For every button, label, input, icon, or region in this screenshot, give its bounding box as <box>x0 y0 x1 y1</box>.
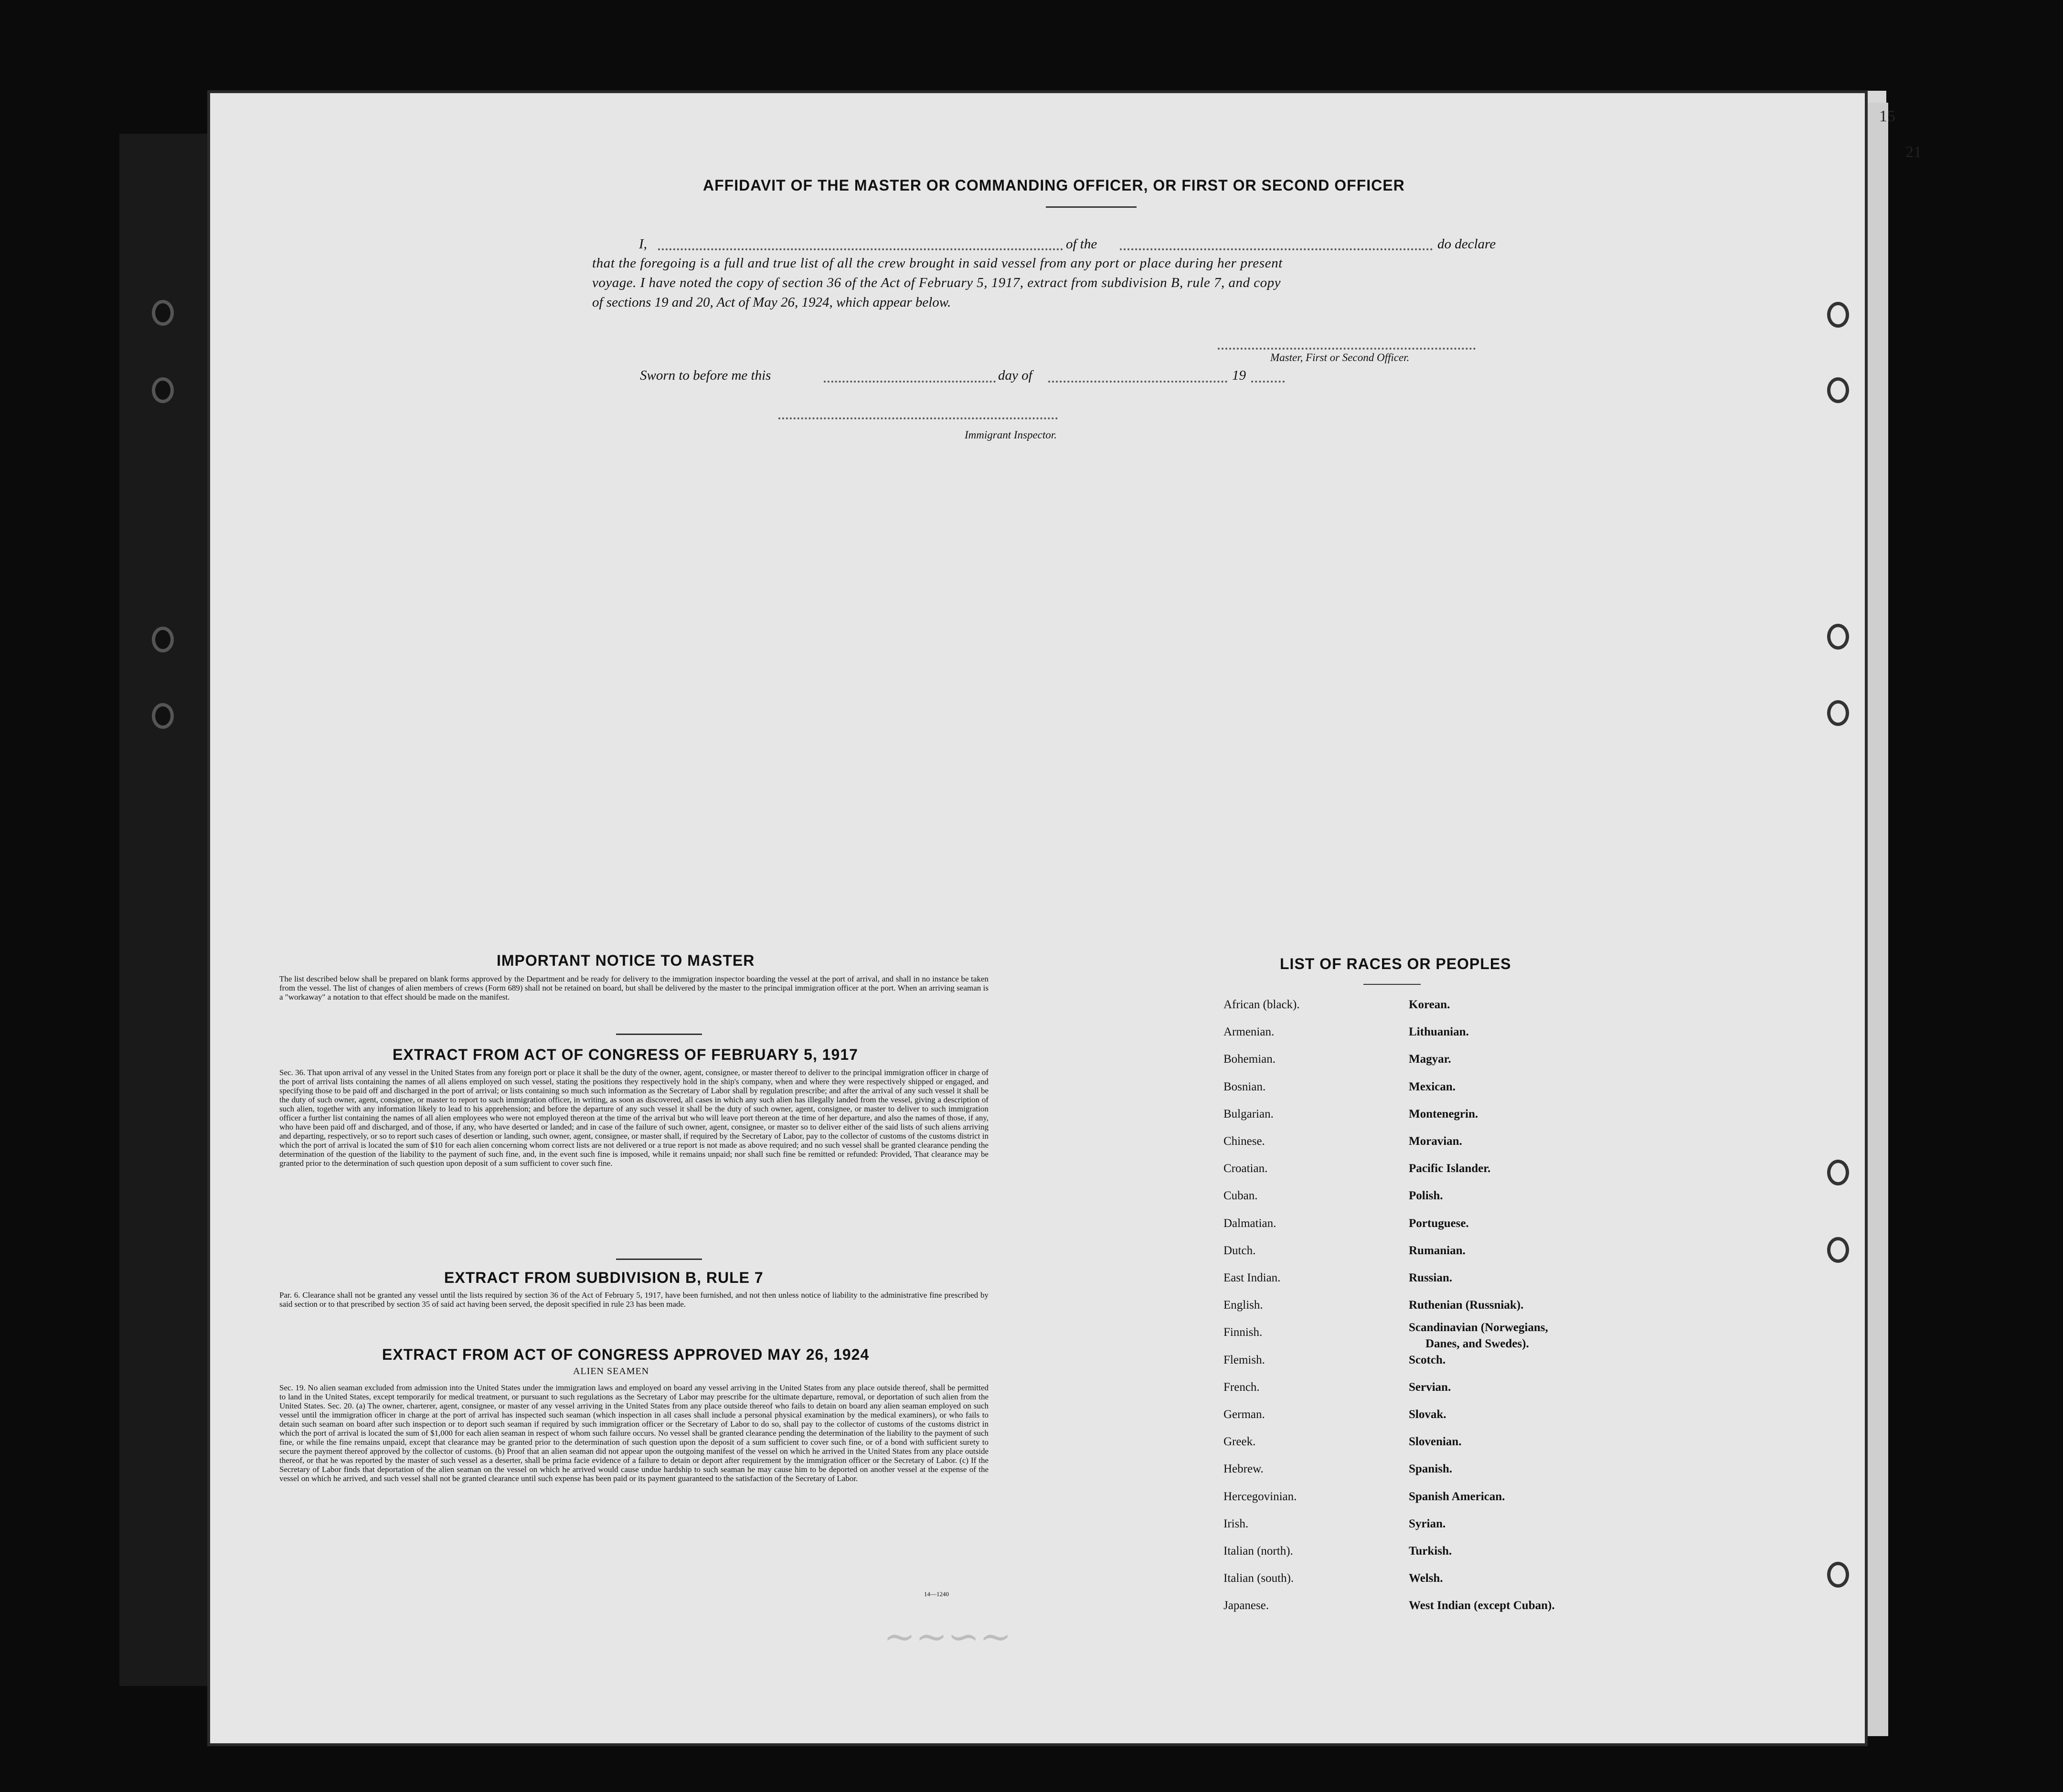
race-item: Bulgarian. <box>1223 1108 1274 1120</box>
race-item: Welsh. <box>1409 1572 1443 1585</box>
master-label: Master, First or Second Officer. <box>1270 352 1410 363</box>
race-item: German. <box>1223 1408 1265 1421</box>
day-blank[interactable] <box>824 381 996 383</box>
month-blank[interactable] <box>1048 381 1227 383</box>
binder-hole <box>1827 302 1849 328</box>
master-signature-blank[interactable] <box>1218 348 1476 350</box>
race-item: Slovak. <box>1409 1408 1446 1421</box>
margin-mark: 15 <box>1879 107 1895 125</box>
race-item: Hebrew. <box>1223 1462 1264 1475</box>
affidavit-of-the: of the <box>1066 236 1097 252</box>
races-rule <box>1363 984 1421 985</box>
race-item: East Indian. <box>1223 1271 1281 1284</box>
race-item: West Indian (except Cuban). <box>1409 1599 1555 1612</box>
section-rule <box>616 1259 702 1260</box>
race-item: Mexican. <box>1409 1080 1456 1093</box>
race-item: Korean. <box>1409 998 1450 1011</box>
race-item: Chinese. <box>1223 1135 1265 1148</box>
title-rule <box>1046 206 1137 208</box>
race-item: Irish. <box>1223 1517 1249 1530</box>
day-of-text: day of <box>998 368 1032 383</box>
race-item: Spanish. <box>1409 1462 1453 1475</box>
inspector-signature-blank[interactable] <box>778 417 1058 419</box>
binder-hole <box>1827 1562 1849 1588</box>
year-text: 19 <box>1232 368 1246 383</box>
form-number: 14—1240 <box>924 1590 949 1598</box>
race-item: Pacific Islander. <box>1409 1162 1491 1175</box>
race-item: Portuguese. <box>1409 1217 1469 1230</box>
extract-1917-text: Sec. 36. That upon arrival of any vessel in the United States from any foreign port or place it shall be the duty of the owner, agent, consignee, or master thereof to deliver to the principal immigration officer in charge of the port of arrival lists containing the names of all aliens employed on such vessel, stating the positions they respectively hold in the ship's company, when and where they were respectively shipped or engaged, and specifying those to be paid off and discharged in the port of arrival; or lists containing so much such information as the Secretary of Labor shall by regulation prescribe; and after the arrival of any such vessel it shall be the duty of such owner, agent, consignee, or master to report to such immigration officer, in writing, as soon as discovered, all cases in which any such alien has illegally landed from the vessel, giving a description of such alien, together with any information likely to lead to his apprehension; and before the departure of any such vessel it shall be the duty of such owner, agent, consignee, or master to deliver to such immigration officer a further list containing the names of all alien employees who were not employed thereon at the time of the arrival but who will leave port thereon at the time of her departure, and also the names of those, if any, who have been paid off and discharged, and of those, if any, who have deserted or landed; and in case of the failure of such owner, agent, consignee, or master so to deliver either of the said lists of such aliens arriving and departing, respectively, or so to report such cases of desertion or landing, such owner, agent, consignee, or master shall, if required by the Secretary of Labor, pay to the collector of customs of the customs district in which the port of arrival is located the sum of $10 for each alien concerning whom correct lists are not delivered or a true report is not made as above required; and no such vessel shall be granted clearance pending the determination of the question of the liability to the payment of such fine, and, in the event such fine is imposed, while it remains unpaid; nor shall such fine be remitted or refunded: Provided, That clearance may be granted prior to the determination of such question upon deposit of a sum sufficient to cover such fine. <box>279 1068 989 1168</box>
race-item: Hercegovinian. <box>1223 1490 1297 1503</box>
extract-rule7-title: EXTRACT FROM SUBDIVISION B, RULE 7 <box>444 1269 764 1286</box>
binder-hole <box>152 627 174 652</box>
race-item: Dalmatian. <box>1223 1217 1276 1230</box>
race-item: Italian (south). <box>1223 1572 1294 1585</box>
notice-text: The list described below shall be prepared on blank forms approved by the Department and be ready for delivery to the immigration inspector boarding the vessel at the port of arrival, and shall in no instance be taken from the vessel. The list of changes of alien members of crews (Form 689) shall not be retained on board, but shall be delivered by the master to the principal immigration officer at the port. When an arriving seaman is a "workaway" a notation to that effect should be made on the manifest. <box>279 974 989 1002</box>
affidavit-line: voyage. I have noted the copy of section 36 of the Act of February 5, 1917, extract from subdivision B, rule 7, and copy <box>592 275 1281 290</box>
binder-hole <box>1827 1160 1849 1185</box>
left-binding-strip <box>119 134 220 1686</box>
extract-1924-subtitle: ALIEN SEAMEN <box>573 1366 649 1376</box>
race-item: Ruthenian (Russniak). <box>1409 1299 1524 1312</box>
race-item: Italian (north). <box>1223 1545 1293 1557</box>
binder-hole <box>152 377 174 403</box>
inspector-label: Immigrant Inspector. <box>965 429 1057 441</box>
race-item: Servian. <box>1409 1381 1451 1394</box>
race-item: Scandinavian (Norwegians, <box>1409 1321 1548 1334</box>
race-item: Montenegrin. <box>1409 1108 1478 1120</box>
binder-hole <box>1827 700 1849 726</box>
binder-hole <box>1827 624 1849 650</box>
race-item: Scotch. <box>1409 1354 1446 1366</box>
race-item: English. <box>1223 1299 1263 1312</box>
race-item: Japanese. <box>1223 1599 1269 1612</box>
race-item: Bosnian. <box>1223 1080 1266 1093</box>
extract-1917-title: EXTRACT FROM ACT OF CONGRESS OF FEBRUARY 5, 1917 <box>393 1046 858 1063</box>
binder-hole <box>1827 377 1849 403</box>
binder-hole <box>152 703 174 729</box>
extract-1924-text: Sec. 19. No alien seaman excluded from admission into the United States under the immigration laws and employed on board any vessel arriving in the United States from any place outside thereof, shall be permitted to land in the United States, except temporarily for medical treatment, or pursuant to such regulations as the Secretary of Labor may prescribe for the ultimate departure, removal, or deportation of such alien from the United States. Sec. 20. (a) The owner, charterer, agent, consignee, or master of any vessel arriving in the United States from any place outside thereof who fails to detain on board any alien seaman employed on such vessel until the immigration officer in charge at the port of arrival has inspected such seaman (which inspection in all cases shall include a personal physical examination by the medical examiners), or who fails to detain such seaman on board after such inspection or to deport such seaman if required by such immigration officer or the Secretary of Labor to do so, shall pay to the collector of customs of the customs district in which the port of arrival is located the sum of $1,000 for each alien seaman in respect of whom such failure occurs. No vessel shall be granted clearance pending the determination of the liability to the payment of such fine, or while the fine remains unpaid, except that clearance may be granted prior to the determination of such question upon the deposit of a sum sufficient to cover such fine, or of a bond with sufficient surety to secure the payment thereof approved by the collector of customs. (b) Proof that an alien seaman did not appear upon the outgoing manifest of the vessel on which he arrived in the United States from any place outside thereof, or that he was reported by the master of such vessel as a deserter, shall be prima facie evidence of a failure to detain or deport after requirement by the immigration officer or the Secretary of Labor. (c) If the Secretary of Labor finds that deportation of the alien seaman on the vessel on which he arrived would cause undue hardship to such seaman he may cause him to be deported on another vessel at the expense of the vessel on which he arrived, and such vessel shall not be granted clearance until such expense has been paid or its payment guaranteed to the satisfaction of the Secretary of Labor. <box>279 1383 989 1483</box>
affidavit-i: I, <box>639 236 647 252</box>
race-item: Slovenian. <box>1409 1435 1462 1448</box>
race-item: Polish. <box>1409 1189 1443 1202</box>
race-item: Finnish. <box>1223 1326 1263 1339</box>
race-item: Dutch. <box>1223 1244 1256 1257</box>
race-item: Cuban. <box>1223 1189 1258 1202</box>
race-item: Lithuanian. <box>1409 1025 1469 1038</box>
race-item: French. <box>1223 1381 1260 1394</box>
name-blank[interactable] <box>658 248 1063 250</box>
race-item: Magyar. <box>1409 1053 1451 1066</box>
race-item: Syrian. <box>1409 1517 1446 1530</box>
race-item: African (black). <box>1223 998 1300 1011</box>
race-item: Flemish. <box>1223 1354 1265 1366</box>
affidavit-title: AFFIDAVIT OF THE MASTER OR COMMANDING OFFICER, OR FIRST OR SECOND OFFICER <box>703 177 1405 194</box>
sworn-text: Sworn to before me this <box>640 368 771 383</box>
affidavit-declare: do declare <box>1437 236 1496 252</box>
race-item: Croatian. <box>1223 1162 1268 1175</box>
binder-hole <box>1827 1237 1849 1263</box>
vessel-blank[interactable] <box>1120 248 1433 250</box>
sheet-edge <box>1865 103 1888 1736</box>
race-item: Armenian. <box>1223 1025 1275 1038</box>
year-blank[interactable] <box>1251 381 1285 383</box>
extract-1924-title: EXTRACT FROM ACT OF CONGRESS APPROVED MAY 26, 1924 <box>382 1346 870 1363</box>
race-item: Turkish. <box>1409 1545 1452 1557</box>
race-item: Danes, and Swedes). <box>1425 1337 1529 1350</box>
document-page <box>210 93 1865 1743</box>
race-item: Rumanian. <box>1409 1244 1466 1257</box>
affidavit-line: that the foregoing is a full and true list of all the crew brought in said vessel from any port or place during her present <box>592 256 1283 271</box>
race-item: Spanish American. <box>1409 1490 1505 1503</box>
race-item: Russian. <box>1409 1271 1453 1284</box>
affidavit-line: of sections 19 and 20, Act of May 26, 1924, which appear below. <box>592 295 951 310</box>
extract-rule7-text: Par. 6. Clearance shall not be granted any vessel until the lists required by section 36 of the Act of February 5, 1917, have been furnished, and not then unless notice of liability to the administrative fine prescribed by said section or to that prescribed by section 35 of said act having been served, the deposit specified in rule 23 has been made. <box>279 1291 989 1309</box>
margin-mark: 21 <box>1905 143 1922 161</box>
binder-hole <box>152 300 174 326</box>
race-item: Moravian. <box>1409 1135 1462 1148</box>
notice-title: IMPORTANT NOTICE TO MASTER <box>497 952 755 969</box>
faint-handwriting: ∼∼∽∼ <box>883 1614 1012 1659</box>
race-item: Greek. <box>1223 1435 1256 1448</box>
race-item: Bohemian. <box>1223 1053 1276 1066</box>
races-title: LIST OF RACES OR PEOPLES <box>1280 955 1511 972</box>
section-rule <box>616 1034 702 1035</box>
